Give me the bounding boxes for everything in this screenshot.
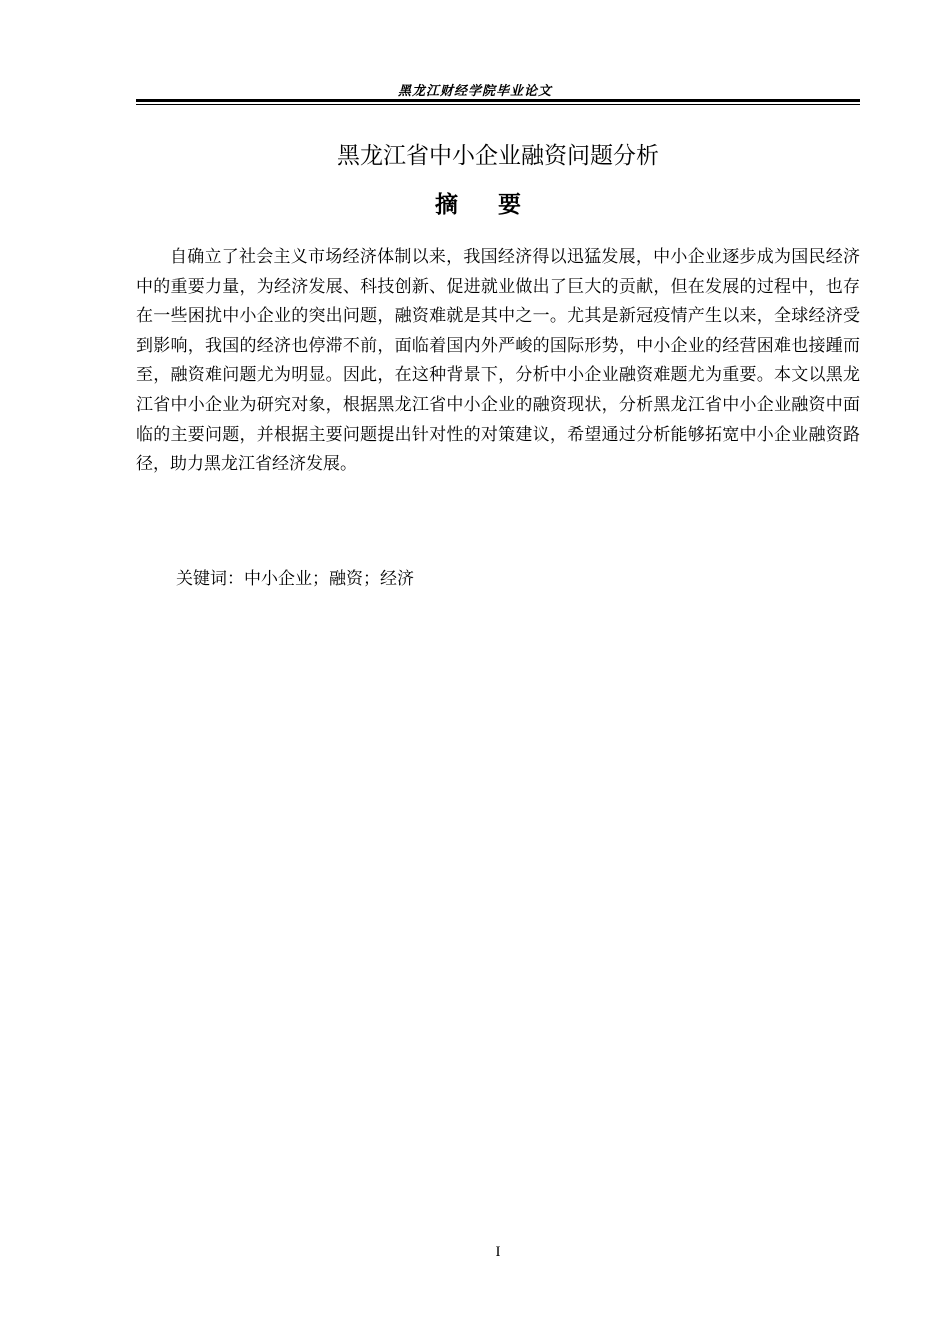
abstract-heading: 摘要 xyxy=(435,192,561,218)
document-title: 黑龙江省中小企业融资问题分析 xyxy=(337,143,659,169)
keywords-value: 中小企业；融资；经济 xyxy=(244,569,414,589)
running-header: 黑龙江财经学院毕业论文 xyxy=(397,84,552,99)
keywords-label: 关键词： xyxy=(176,569,244,589)
keywords-line xyxy=(176,564,414,589)
page-number: I xyxy=(495,1244,501,1260)
header-rule-thick xyxy=(136,99,860,102)
abstract-paragraph: 自确立了社会主义市场经济体制以来，我国经济得以迅猛发展，中小企业逐步成为国民经济中的重要力量，为经济发展、科技创新、促进就业做出了巨大的贡献，但在发展的过程中，也存在一些困扰中小企业的突出问题，融资难就是其中之一。尤其是新冠疫情产生以来，全球经济受到影响，我国的经济也停滞不前，面临着国内外严峻的国际形势，中小企业的经营困难也接踵而至，融资难问题尤为明显。因此，在这种背景下，分析中小企业融资难题尤为重要。本文以黑龙江省中小企业为研究对象，根据黑龙江省中小企业的融资现状，分析黑龙江省中小企业融资中面临的主要问题，并根据主要问题提出针对性的对策建议，希望通过分析能够拓宽中小企业融资路径，助力黑龙江省经济发展。 xyxy=(136,247,860,475)
header-rule-thin xyxy=(136,104,860,105)
